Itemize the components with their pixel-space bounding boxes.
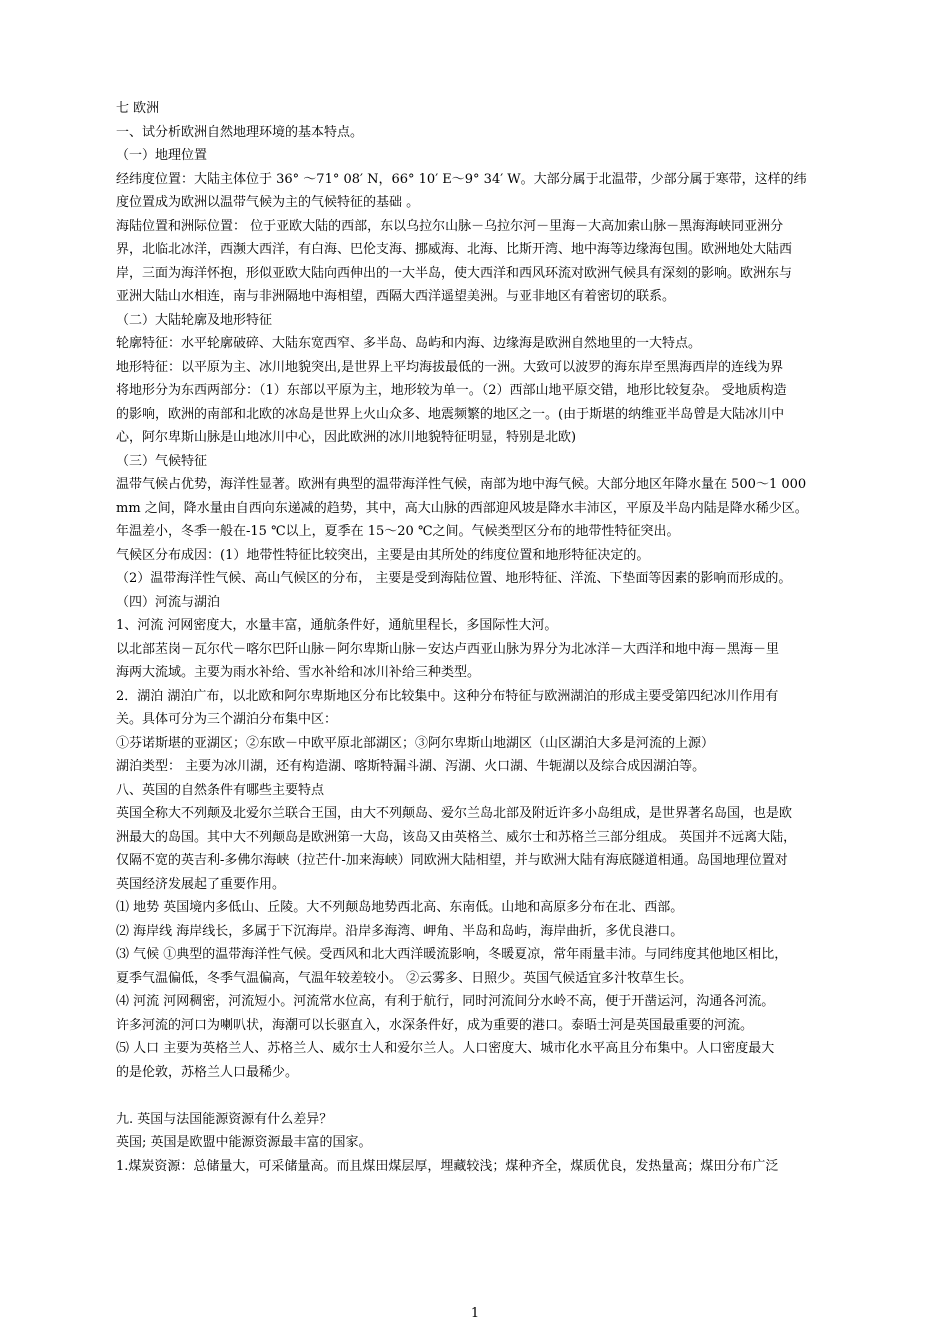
text-line: 亚洲大陆山水相连，南与非洲隔地中海相望，西隔大西洋遥望美洲。与亚非地区有着密切的联系。 (116, 289, 676, 304)
text-line: （2）温带海洋性气候、高山气候区的分布， 主要是受到海陆位置、地形特征、洋流、下垫面等因素的影响而形成的。 (116, 571, 792, 586)
text-line: mm 之间，降水量由自西向东递减的趋势，其中，高大山脉的西部迎风坡是降水丰沛区，平原及半岛内陆是降水稀少区。 (116, 500, 808, 516)
text-line: 2．湖泊 湖泊广布，以北欧和阿尔卑斯地区分布比较集中。这种分布特征与欧洲湖泊的形成主要受第四纪冰川作用有 (116, 688, 779, 704)
text-line: 轮廓特征：水平轮廓破碎、大陆东宽西窄、多半岛、岛屿和内海、边缘海是欧洲自然地里的一大特点。 (116, 336, 702, 351)
text-line: 地形特征：以平原为主、冰川地貌突出,是世界上平均海拔最低的一洲。大致可以波罗的海东岸至黑海西岸的连线为界 (116, 359, 784, 375)
text-line: （四）河流与湖泊 (116, 594, 221, 610)
text-line: 海陆位置和洲际位置： 位于亚欧大陆的西部，东以乌拉尔山脉－乌拉尔河－里海－大高加索山脉－黑海海峡同亚洲分 (116, 218, 784, 234)
text-line: ⑶ 气候 ①典型的温带海洋性气候。受西风和北大西洋暖流影响，冬暖夏凉，常年雨量丰沛。与同纬度其他地区相比， (116, 947, 788, 962)
text-line: 关。具体可分为三个湖泊分布集中区： (116, 712, 338, 727)
text-line: 经纬度位置：大陆主体位于 36° ～71° 08′ N，66° 10′ E～9° 34′ W。大部分属于北温带，少部分属于寒带，这样的纬 (116, 171, 807, 187)
text-line: 年温差小，冬季一般在-15 ℃以上，夏季在 15～20 ℃之间。气候类型区分布的地带性特征突出。 (116, 524, 680, 539)
text-line: 九. 英国与法国能源资源有什么差异？ (116, 1111, 333, 1127)
text-line: 温带气候占优势，海洋性显著。欧洲有典型的温带海洋性气候，南部为地中海气候。大部分地区年降水量在 500～1 000 (116, 477, 807, 492)
text-line: 的是伦敦，苏格兰人口最稀少。 (116, 1064, 299, 1080)
page-number: 1 (470, 1306, 480, 1321)
text-line: 1.煤炭资源：总储量大，可采储量高。而且煤田煤层厚，埋藏较浅；煤种齐全，煤质优良，发热量高；煤田分布广泛 (116, 1158, 779, 1174)
text-line: 洲最大的岛国。其中大不列颠岛是欧洲第一大岛，该岛又由英格兰、威尔士和苏格兰三部分组成。 英国并不远离大陆， (116, 829, 797, 845)
text-line: 一、试分析欧洲自然地理环境的基本特点。 (116, 124, 364, 140)
text-line: 英国经济发展起了重要作用。 (116, 876, 286, 892)
text-line: 1、河流 河网密度大，水量丰富，通航条件好，通航里程长，多国际性大河。 (116, 618, 558, 633)
text-line: ⑴ 地势 英国境内多低山、丘陵。大不列颠岛地势西北高、东南低。山地和高原多分布在北、西部。 (116, 900, 684, 915)
text-line: （二）大陆轮廓及地形特征 (116, 312, 273, 328)
blank-line (116, 1084, 862, 1108)
text-line: 界，北临北冰洋，西濒大西洋，有白海、巴伦支海、挪威海、北海、比斯开湾、地中海等边缘海包围。欧洲地处大陆西 (116, 242, 793, 257)
text-line: 岸，三面为海洋怀抱，形似亚欧大陆向西伸出的一大半岛，使大西洋和西风环流对欧洲气候具有深刻的影响。欧洲东与 (116, 265, 793, 281)
text-line: 夏季气温偏低，冬季气温偏高，气温年较差较小。 ②云雾多、日照少。英国气候适宜多汁牧草生长。 (116, 970, 693, 986)
text-line: 许多河流的河口为喇叭状，海潮可以长驱直入，水深条件好，成为重要的港口。泰晤士河是英国最重要的河流。 (116, 1017, 754, 1033)
text-line: （一）地理位置 (116, 148, 208, 163)
text-line: 心，阿尔卑斯山脉是山地冰川中心，因此欧洲的冰川地貌特征明显，特别是北欧) (116, 430, 577, 445)
text-line: （三）气候特征 (116, 453, 208, 469)
text-line: 海两大流域。主要为雨水补给、雪水补给和冰川补给三种类型。 (116, 665, 481, 680)
text-line: 英国全称大不列颠及北爱尔兰联合王国，由大不列颠岛、爱尔兰岛北部及附近许多小岛组成，是世界著名岛国，也是欧 (116, 806, 793, 821)
text-line: 的影响，欧洲的南部和北欧的冰岛是世界上火山众多、地震频繁的地区之一。(由于斯堪的纳维亚半岛曾是大陆冰川中 (116, 406, 785, 422)
text-line: ①芬诺斯堪的亚湖区；②东欧－中欧平原北部湖区；③阿尔卑斯山地湖区（山区湖泊大多是河流的上源） (116, 735, 715, 751)
text-line: 气候区分布成因：(1）地带性特征比较突出，主要是由其所处的纬度位置和地形特征决定的。 (116, 547, 650, 563)
text-line: 将地形分为东西两部分：（1）东部以平原为主，地形较为单一。（2）西部山地平原交错，地形比较复杂。 受地质构造 (116, 383, 787, 398)
text-line: 七 欧洲 (116, 101, 160, 116)
document-body (116, 97, 862, 1178)
text-line: 仅隔不宽的英吉利-多佛尔海峡（拉芒什-加来海峡）同欧洲大陆相望，并与欧洲大陆有海底隧道相通。岛国地理位置对 (116, 853, 788, 868)
text-line: 度位置成为欧洲以温带气候为主的气候特征的基础 。 (116, 195, 420, 210)
text-line: ⑵ 海岸线 海岸线长，多属于下沉海岸。沿岸多海湾、岬角、半岛和岛屿，海岸曲折，多优良港口。 (116, 923, 684, 939)
text-line: 湖泊类型： 主要为冰川湖，还有构造湖、喀斯特漏斗湖、泻湖、火口湖、牛轭湖以及综合成因湖泊等。 (116, 759, 706, 774)
text-line: 以北部苤岗－瓦尔代－喀尔巴阡山脉－阿尔卑斯山脉－安达卢西亚山脉为界分为北冰洋－大西洋和地中海－黑海－里 (116, 641, 780, 657)
text-line: 八、英国的自然条件有哪些主要特点 (116, 782, 325, 798)
text-line: ⑸ 人口 主要为英格兰人、苏格兰人、威尔士人和爱尔兰人。人口密度大、城市化水平高且分布集中。人口密度最大 (116, 1041, 775, 1056)
text-line: ⑷ 河流 河网稠密，河流短小。河流常水位高，有利于航行，同时河流间分水岭不高，便于开凿运河，沟通各河流。 (116, 994, 775, 1009)
text-line: 英国; 英国是欧盟中能源资源最丰富的国家。 (116, 1135, 372, 1150)
